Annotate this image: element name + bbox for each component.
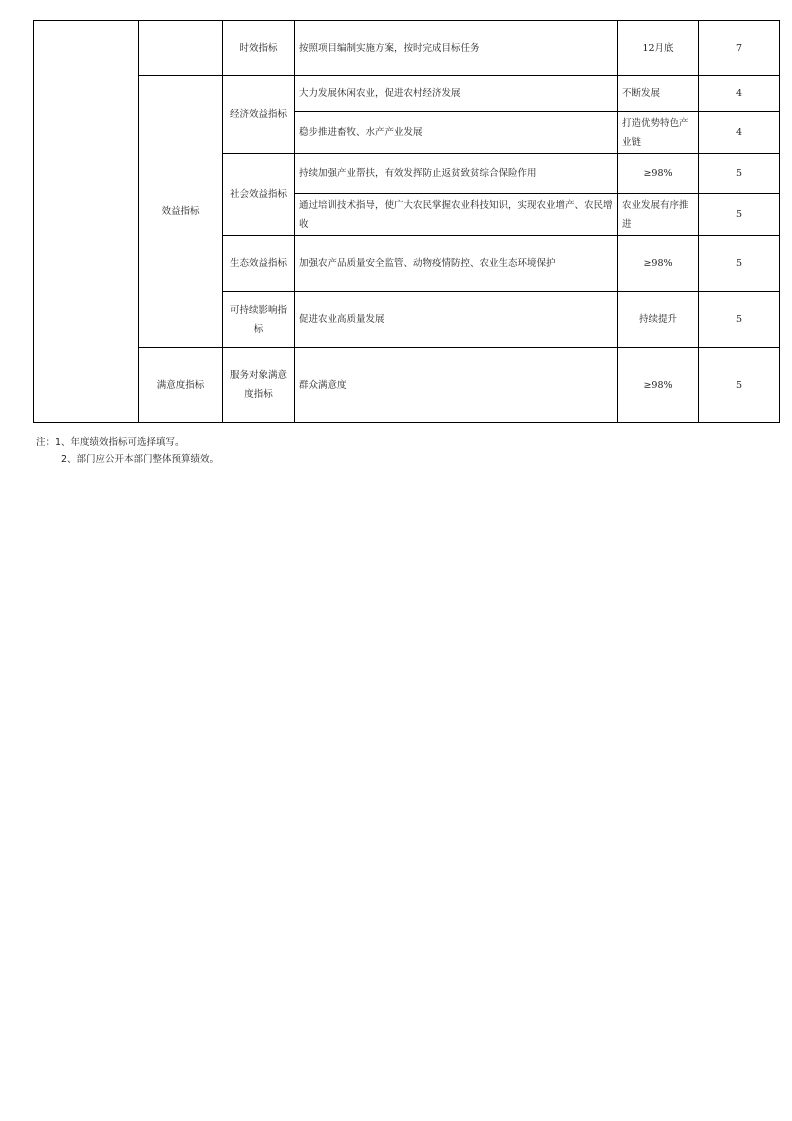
indicator-content: 群众满意度 — [295, 348, 618, 423]
performance-table — [33, 20, 780, 423]
third-level-indicator: 生态效益指标 — [223, 236, 295, 292]
second-level-indicator: 满意度指标 — [139, 348, 223, 423]
third-level-indicator: 可持续影响指标 — [223, 292, 295, 348]
indicator-content: 按照项目编制实施方案，按时完成目标任务 — [295, 21, 618, 76]
indicator-score: 5 — [699, 236, 780, 292]
indicator-content: 促进农业高质量发展 — [295, 292, 618, 348]
indicator-score: 5 — [699, 348, 780, 423]
table-row — [34, 21, 780, 76]
indicator-score: 5 — [699, 154, 780, 194]
indicator-score: 4 — [699, 76, 780, 112]
indicator-content: 通过培训技术指导，使广大农民掌握农业科技知识，实现农业增产、农民增收 — [295, 194, 618, 236]
third-level-indicator: 服务对象满意度指标 — [223, 348, 295, 423]
indicator-score: 5 — [699, 292, 780, 348]
indicator-content: 大力发展休闲农业，促进农村经济发展 — [295, 76, 618, 112]
indicator-content: 稳步推进畜牧、水产产业发展 — [295, 112, 618, 154]
table-row — [34, 76, 780, 112]
second-level-indicator-cell — [139, 21, 223, 76]
note-line-1: 注：1、年度绩效指标可选择填写。 — [36, 437, 185, 448]
indicator-target: 12月底 — [618, 21, 699, 76]
indicator-target: ≥98% — [618, 154, 699, 194]
third-level-indicator: 社会效益指标 — [223, 154, 295, 236]
indicator-content: 加强农产品质量安全监管、动物疫情防控、农业生态环境保护 — [295, 236, 618, 292]
third-level-indicator: 经济效益指标 — [223, 76, 295, 154]
notes — [36, 434, 219, 468]
indicator-content: 持续加强产业帮扶，有效发挥防止返贫致贫综合保险作用 — [295, 154, 618, 194]
table-row — [34, 348, 780, 423]
indicator-score: 5 — [699, 194, 780, 236]
indicator-score: 7 — [699, 21, 780, 76]
second-level-indicator: 效益指标 — [139, 76, 223, 348]
indicator-target: 打造优势特色产业链 — [618, 112, 699, 154]
indicator-target: 持续提升 — [618, 292, 699, 348]
third-level-indicator: 时效指标 — [223, 21, 295, 76]
indicator-target: ≥98% — [618, 236, 699, 292]
note-line-2: 2、部门应公开本部门整体预算绩效。 — [61, 454, 220, 465]
first-level-indicator-cell — [34, 21, 139, 423]
indicator-target: 不断发展 — [618, 76, 699, 112]
indicator-target: 农业发展有序推进 — [618, 194, 699, 236]
indicator-score: 4 — [699, 112, 780, 154]
indicator-target: ≥98% — [618, 348, 699, 423]
